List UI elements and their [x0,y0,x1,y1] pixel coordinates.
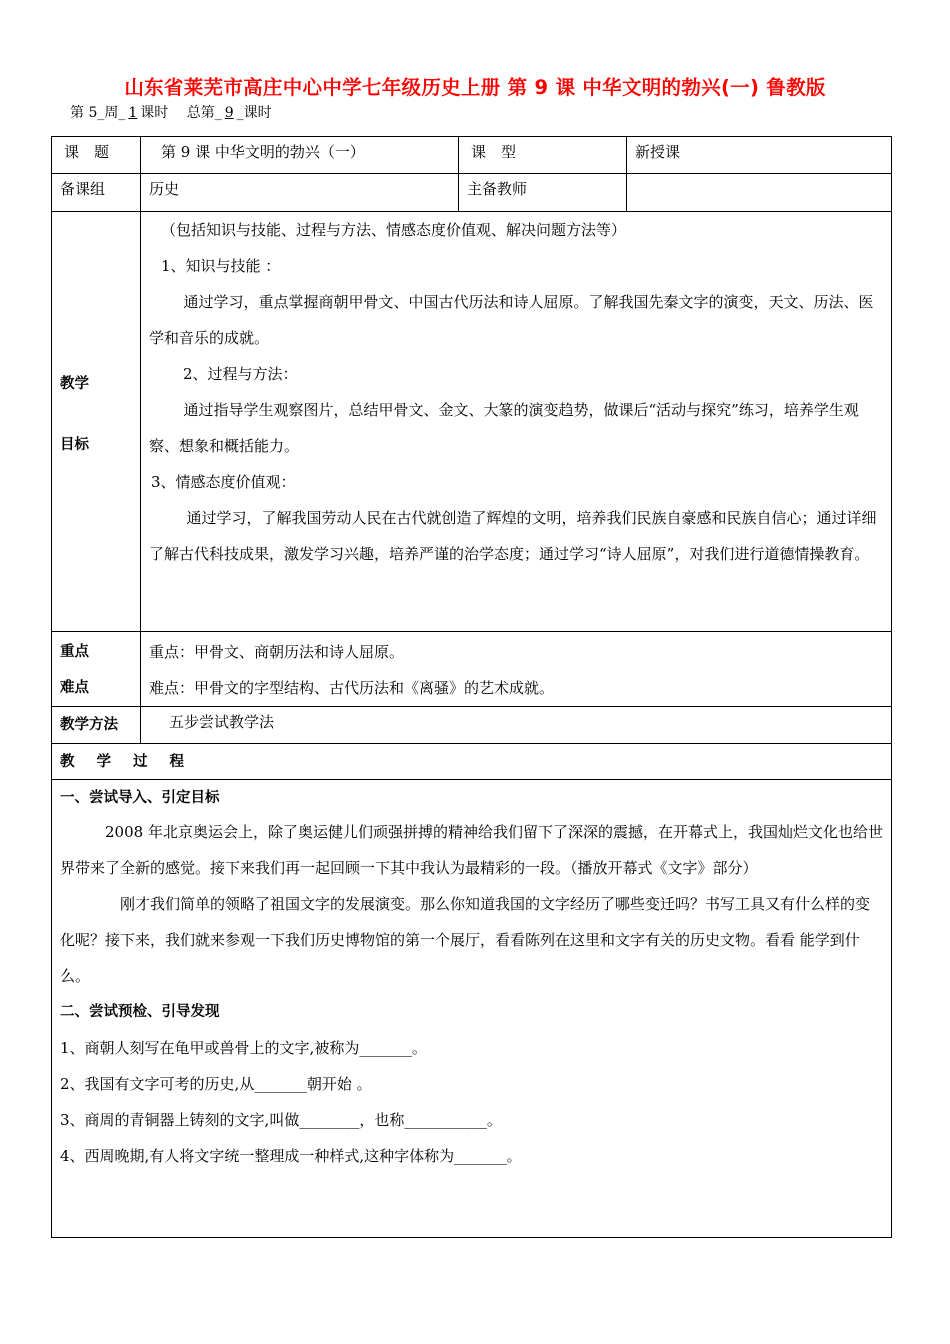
question-3: 3、商周的青铜器上铸刻的文字,叫做________，也称___________。 [60,1111,502,1129]
objectives-label [52,212,141,632]
process-header-row [52,744,892,780]
process-header [52,744,892,780]
process-content-row [52,780,892,1238]
section1-paragraph1: 2008 年北京奥运会上，除了奥运健儿们顽强拼搏的精神给我们留下了深深的震撼，在开幕式上，我国灿烂文化也给世界带来了全新的感觉。接下来我们再一起回顾一下其中我认为最精彩的一段。（播放开幕式《文字》部分） [60,823,883,877]
week-suffix: _课时 [236,105,272,121]
type-value: 新授课 [627,137,892,174]
question-4: 4、西周晚期,有人将文字统一整理成一种样式,这种字体称为_______。 [60,1147,522,1165]
key-points-label [52,632,141,707]
process-label: 教学过程 [60,754,206,770]
document-title: 山东省莱芜市高庄中心中学七年级历史上册 第 9 课 中华文明的勃兴(一) 鲁教版 [124,76,826,99]
objectives-label-line1: 教学 [60,376,89,392]
topic-value: 第 9 课 中华文明的勃兴（一） [141,137,459,174]
knowledge-title: 1、知识与技能 ： [161,257,281,275]
objectives-row [52,212,892,632]
section1-title: 一、尝试导入、引定目标 [60,790,220,806]
teacher-label: 主备教师 [459,174,627,212]
type-label: 课 型 [459,137,627,174]
topic-label: 课 题 [52,137,141,174]
group-label: 备课组 [52,174,141,212]
process-text: 通过指导学生观察图片，总结甲骨文、金文、大篆的演变趋势，做课后“活动与探究”练习，培养学生观察、想象和概括能力。 [149,401,859,455]
method-value: 五步尝试教学法 [141,707,892,744]
difficult-label: 难点 [60,680,89,696]
key-points-content [141,632,892,707]
week-mid: 课时 总第_ [140,105,222,121]
difficult-text: 难点：甲骨文的字型结构、古代历法和《离骚》的艺术成就。 [149,679,555,697]
process-title: 2、过程与方法： [183,365,298,383]
group-value: 历史 [141,174,459,212]
method-label: 教学方法 [52,707,141,744]
topic-row [52,137,892,174]
knowledge-text: 通过学习，重点掌握商朝甲骨文、中国古代历法和诗人屈原。了解我国先秦文字的演变，天文、历法、医学和音乐的成就。 [149,293,874,347]
emotion-title: 3、情感态度价值观： [151,473,296,491]
method-row [52,707,892,744]
section2-title: 二、尝试预检、引导发现 [60,1004,220,1020]
question-1: 1、商朝人刻写在龟甲或兽骨上的文字,被称为_______。 [60,1039,427,1057]
objectives-content [141,212,892,632]
week-hour: 1 [128,105,138,121]
section1-paragraph2: 刚才我们简单的领略了祖国文字的发展演变。那么你知道我国的文字经历了哪些变迁吗？书写工具又有什么样的变化呢？接下来，我们就来参观一下我们历史博物馆的第一个展厅，看看陈列在这里和文字有关的历史文物。看看 能学到什么。 [60,895,871,985]
total-hour: 9 [224,105,234,121]
emotion-text: 通过学习，了解我国劳动人民在古代就创造了辉煌的文明，培养我们民族自豪感和民族自信心；通过详细了解古代科技成果，激发学习兴趣，培养严谨的治学态度；通过学习“诗人屈原”，对我们进行道德情操教育。 [149,509,877,563]
question-2: 2、我国有文字可考的历史,从_______朝开始 。 [60,1075,372,1093]
lesson-plan-table [51,136,892,1238]
process-content [52,780,892,1238]
objectives-intro: （包括知识与技能、过程与方法、情感态度价值观、解决问题方法等） [161,221,627,239]
objectives-label-line2: 目标 [60,437,89,453]
week-line [70,102,272,122]
week-prefix: 第 5_周_ [70,105,126,121]
teacher-value [627,174,892,212]
key-text: 重点：甲骨文、商朝历法和诗人屈原。 [149,643,405,661]
key-label: 重点 [60,644,89,660]
group-row [52,174,892,212]
key-points-row [52,632,892,707]
